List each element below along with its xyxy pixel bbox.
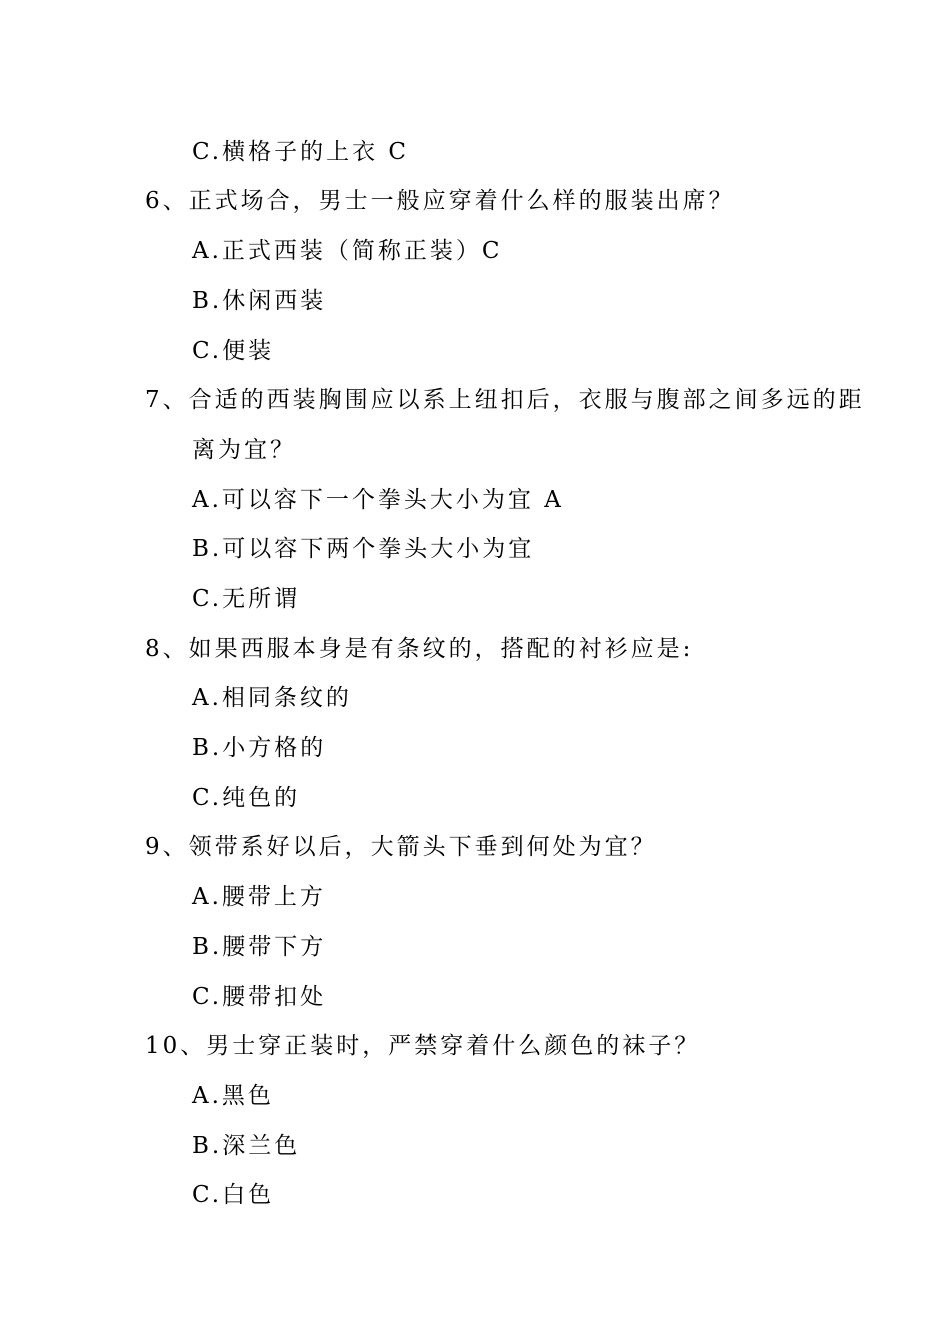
question-7-continued: 离为宜？ — [192, 437, 296, 463]
question-9: 9、领带系好以后，大箭头下垂到何处为宜？ — [145, 834, 657, 860]
option-5c: C.横格子的上衣 C — [192, 139, 409, 165]
option-10a: A.黑色 — [192, 1083, 274, 1109]
option-6c: C.便装 — [192, 338, 275, 364]
option-9b: B.腰带下方 — [192, 934, 327, 960]
option-10b: B.深兰色 — [192, 1133, 301, 1159]
option-9a: A.腰带上方 — [192, 884, 326, 910]
question-10: 10、男士穿正装时，严禁穿着什么颜色的袜子？ — [145, 1033, 701, 1059]
option-6a: A.正式西装（简称正装）C — [192, 238, 503, 264]
option-8b: B.小方格的 — [192, 735, 327, 761]
option-7b: B.可以容下两个拳头大小为宜 — [192, 536, 535, 562]
option-8c: C.纯色的 — [192, 785, 301, 811]
option-6b: B.休闲西装 — [192, 288, 327, 314]
option-9c: C.腰带扣处 — [192, 984, 327, 1010]
question-6: 6、正式场合，男士一般应穿着什么样的服装出席？ — [145, 188, 735, 214]
option-7c: C.无所谓 — [192, 586, 301, 612]
question-8: 8、如果西服本身是有条纹的，搭配的衬衫应是: — [145, 636, 694, 662]
option-10c: C.白色 — [192, 1182, 275, 1208]
question-7: 7、合适的西装胸围应以系上纽扣后，衣服与腹部之间多远的距 — [145, 387, 865, 413]
option-7a: A.可以容下一个拳头大小为宜 A — [192, 487, 564, 513]
option-8a: A.相同条纹的 — [192, 685, 352, 711]
